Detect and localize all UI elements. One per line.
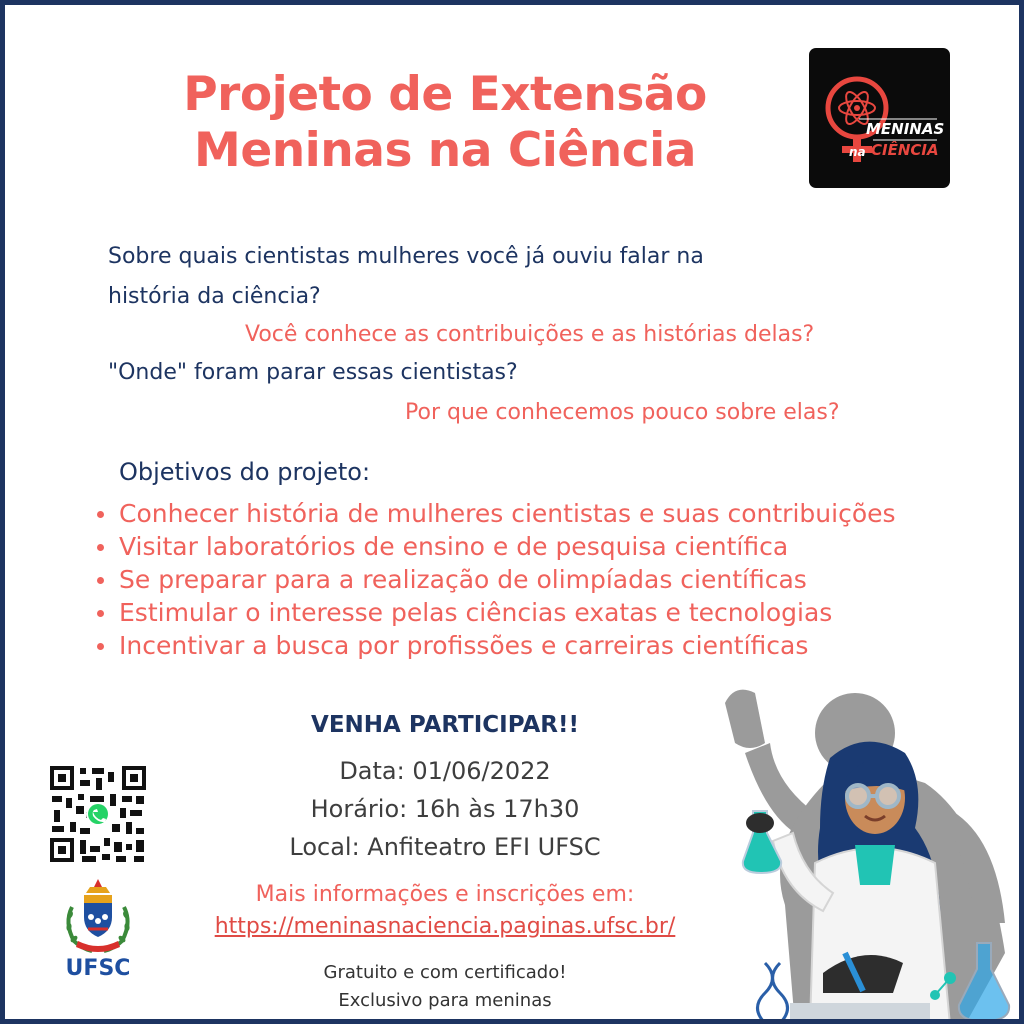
free-certificate-note: Gratuito e com certificado! <box>323 962 567 983</box>
objective-item: Visitar laboratórios de ensino e de pesquisa científica <box>95 530 896 563</box>
objectives-list <box>95 497 896 662</box>
registration-link[interactable]: https://meninasnaciencia.paginas.ufsc.br/ <box>214 914 676 939</box>
objective-item: Conhecer história de mulheres cientistas e suas contribuições <box>95 497 896 530</box>
question-3: "Onde" foram parar essas cientistas? <box>108 360 518 385</box>
scientist-graphic <box>705 673 1024 1024</box>
objectives-title: Objetivos do projeto: <box>119 458 371 486</box>
logo-text-meninas: MENINAS <box>866 120 945 138</box>
objective-item: Incentivar a busca por profissões e carreiras científicas <box>95 629 896 662</box>
more-info-label: Mais informações e inscrições em: <box>255 882 635 907</box>
title-line-1: Projeto de Extensão <box>183 67 707 122</box>
call-to-action: VENHA PARTICIPAR!! <box>311 712 579 738</box>
question-1-line-1: Sobre quais cientistas mulheres você já ouviu falar na <box>108 244 704 269</box>
logo-text-ciencia: CIÊNCIA <box>871 141 939 159</box>
question-4: Por que conhecemos pouco sobre elas? <box>405 400 840 425</box>
scientist-illustration <box>705 673 1024 1024</box>
logo-text-na: na <box>849 145 866 159</box>
qr-code-icon[interactable] <box>50 766 146 862</box>
objective-item: Estimular o interesse pelas ciências exatas e tecnologias <box>95 596 896 629</box>
logo-symbol-icon <box>809 48 950 188</box>
page-title <box>155 67 735 179</box>
meninas-na-ciencia-logo <box>809 48 950 188</box>
event-time: Horário: 16h às 17h30 <box>310 795 580 823</box>
ufsc-label: UFSC <box>65 956 131 981</box>
title-line-2: Meninas na Ciência <box>194 123 696 178</box>
qr-code-graphic <box>50 766 146 862</box>
question-2: Você conhece as contribuições e as histórias delas? <box>245 322 815 347</box>
objective-item: Se preparar para a realização de olimpíadas científicas <box>95 563 896 596</box>
exclusive-note: Exclusivo para meninas <box>338 990 552 1011</box>
event-location: Local: Anfiteatro EFI UFSC <box>289 833 601 861</box>
event-date: Data: 01/06/2022 <box>339 757 551 785</box>
question-1-line-2: história da ciência? <box>108 284 321 309</box>
ufsc-crest-graphic <box>60 877 136 957</box>
